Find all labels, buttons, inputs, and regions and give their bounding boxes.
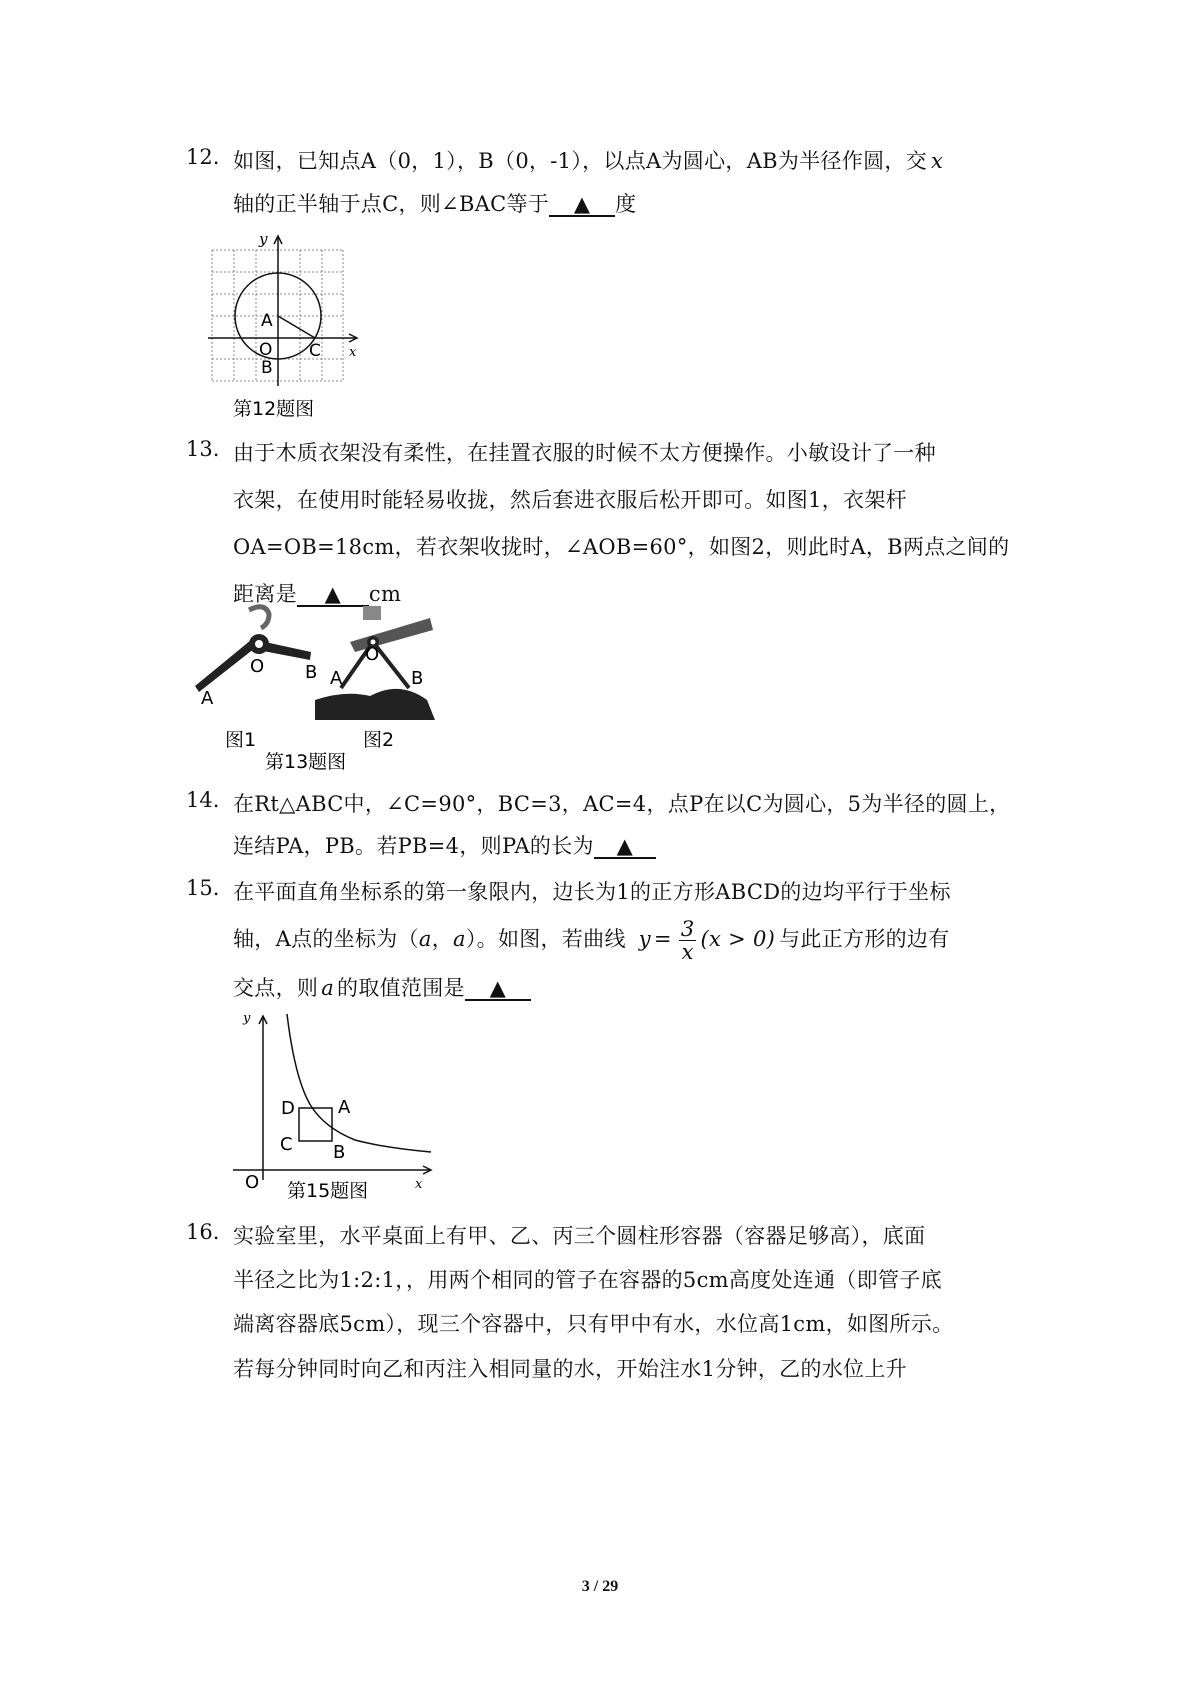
page-number: 3 / 29 <box>581 1578 619 1595</box>
q12-y-label: y <box>259 230 268 248</box>
q13-line1: 由于木质衣架没有柔性，在挂置衣服的时候不太方便操作。小敏设计了一种 <box>233 441 936 465</box>
q14-line2: 连结PA，PB。若PB=4，则PA的长为 ▲ <box>233 830 656 860</box>
q15-point-b: B <box>333 1142 346 1163</box>
fig2-point-b: B <box>411 668 424 689</box>
answer-blank: ▲ <box>594 835 656 859</box>
q13-line3: OA=OB=18cm，若衣架收拢时，∠AOB=60°，如图2，则此时A，B两点之间的 <box>233 535 1010 559</box>
q15-point-d: D <box>281 1098 295 1119</box>
q12-point-a: A <box>261 311 273 331</box>
q15-y-label: y <box>243 1011 251 1026</box>
q16-line3: 端离容器底5cm），现三个容器中，只有甲中有水，水位高1cm，如图所示。 <box>233 1312 954 1336</box>
q14-line1: 在Rt△ABC中，∠C=90°，BC=3，AC=4，点P在以C为圆心，5为半径的圆上， <box>233 792 1011 816</box>
q12-caption: 第12题图 <box>233 398 315 420</box>
fig1-point-a: A <box>201 688 214 709</box>
answer-blank: ▲ <box>465 977 531 1001</box>
q12-point-c: C <box>309 341 321 361</box>
q15-point-a: A <box>338 1097 351 1118</box>
q13-line2: 衣架，在使用时能轻易收拢，然后套进衣服后松开即可。如图1，衣架杆 <box>233 488 907 512</box>
q16-line2: 半径之比为1:2:1，，用两个相同的管子在容器的5cm高度处连通（即管子底 <box>233 1268 942 1292</box>
q15-line3: 交点，则 a 的取值范围是 ▲ <box>233 972 531 1002</box>
answer-blank: ▲ <box>297 583 369 607</box>
q14-number: 14. <box>186 788 220 812</box>
hanger-open-icon <box>195 607 311 692</box>
q12-point-b: B <box>261 358 273 378</box>
fig2-label: 图2 <box>363 729 395 751</box>
q16-number: 16. <box>186 1220 220 1244</box>
q15-origin-o: O <box>245 1172 260 1193</box>
q15-line1: 在平面直角坐标系的第一象限内，边长为1的正方形ABCD的边均平行于坐标 <box>233 880 951 904</box>
q15-point-c: C <box>280 1134 293 1155</box>
fig1-point-b: B <box>305 662 318 683</box>
q15-number: 15. <box>186 876 220 900</box>
fig2-point-o: O <box>365 644 380 665</box>
q12-number: 12. <box>186 145 220 169</box>
q15-figure <box>225 1010 445 1210</box>
fig1-label: 图1 <box>225 729 257 751</box>
q16-line1: 实验室里，水平桌面上有甲、乙、丙三个圆柱形容器（容器足够高），底面 <box>233 1224 926 1248</box>
q13-caption: 第13题图 <box>265 751 347 773</box>
q15-caption: 第15题图 <box>287 1180 369 1202</box>
q12-x-label: x <box>349 345 357 360</box>
q13-number: 13. <box>186 437 220 461</box>
q16-line4: 若每分钟同时向乙和丙注入相同量的水，开始注水1分钟，乙的水位上升 <box>233 1357 907 1381</box>
q12-point-o: O <box>259 340 273 360</box>
q12-figure <box>205 228 375 423</box>
q13-line4: 距离是 ▲ cm <box>233 582 402 606</box>
fraction: $\frac{3}{x}$ <box>680 917 695 964</box>
q15-line2: 轴，A点的坐标为（a，a）。如图，若曲线 y = $\frac{3}{x}$ (x > 0) 与此正方形的边有 <box>233 917 950 964</box>
q13-figure <box>195 600 485 775</box>
answer-blank: ▲ <box>549 193 615 217</box>
fig1-point-o: O <box>250 656 265 677</box>
q12-line1: 如图，已知点A（0，1），B（0，-1），以点A为圆心，AB为半径作圆，交 x <box>233 149 944 173</box>
q15-x-label: x <box>415 1177 423 1192</box>
fig2-point-a: A <box>330 668 343 689</box>
q12-line2: 轴的正半轴于点C，则∠BAC等于 ▲ 度 <box>233 192 637 216</box>
var-x: x <box>931 149 944 173</box>
